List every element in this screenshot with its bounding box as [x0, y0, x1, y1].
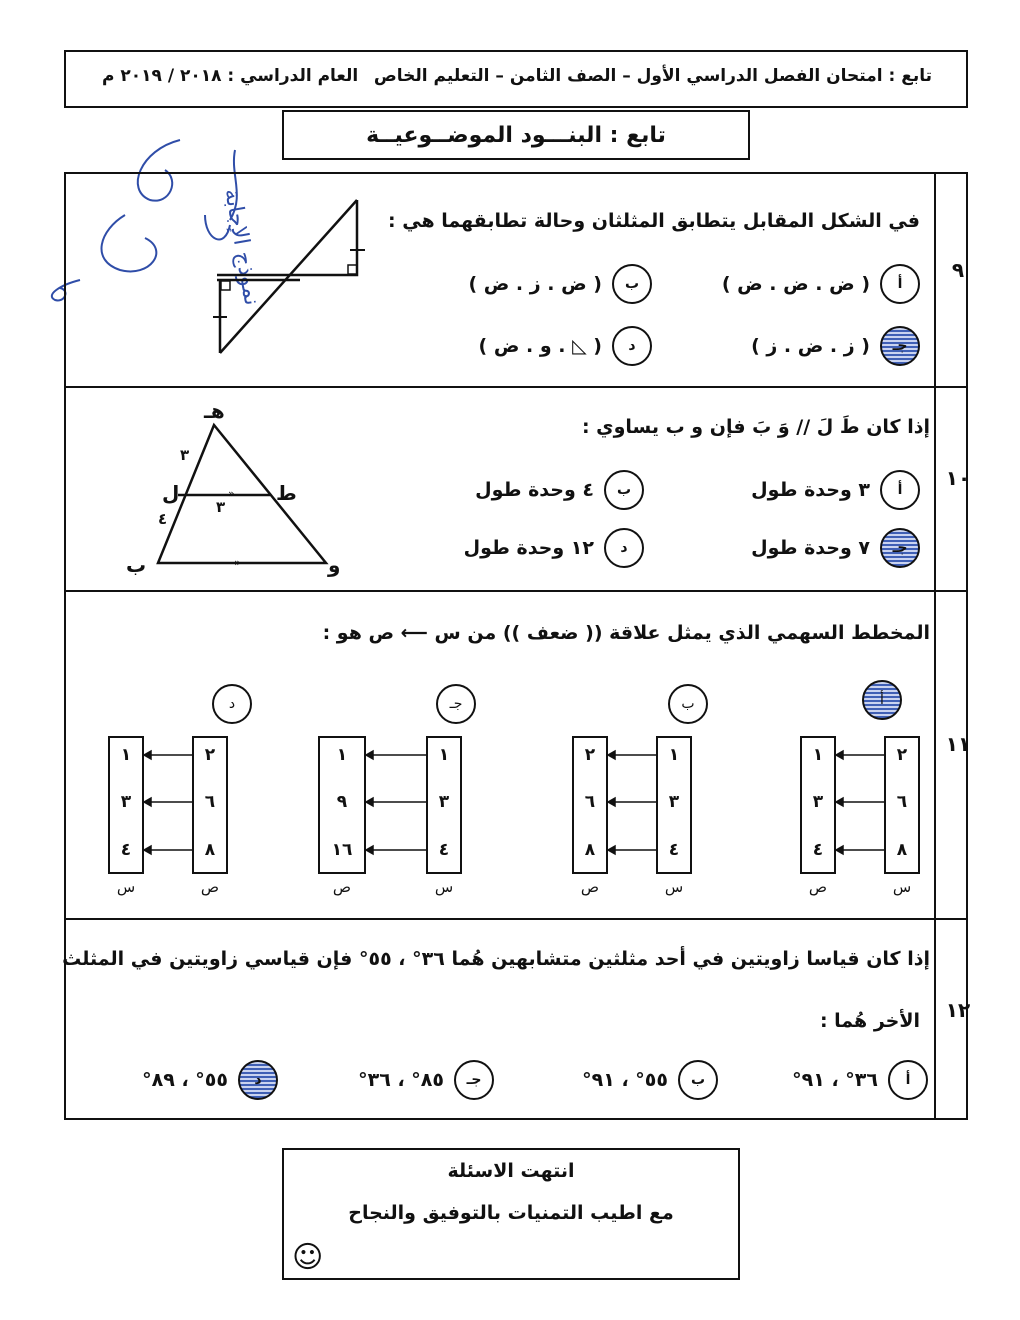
option-text: ٣ وحدة طول	[751, 479, 870, 501]
domain-value: ١	[438, 745, 450, 765]
option-text: ٧ وحدة طول	[751, 537, 870, 559]
range-value: ٤	[812, 840, 824, 860]
question-number-11: ١١	[945, 732, 971, 756]
option-letter: ب	[612, 264, 652, 304]
option-text: ١٢ وحدة طول	[463, 537, 594, 559]
option-letter-selected: جـ	[880, 528, 920, 568]
option-text: ٥٥° ، ٨٩°	[142, 1069, 228, 1091]
segment-lower-length: ٤	[158, 510, 168, 528]
range-value: ٤	[120, 840, 132, 860]
option-letter: أ	[880, 264, 920, 304]
option-text: ( ز . ض . ز )	[751, 335, 870, 357]
range-value: ٩	[336, 792, 348, 812]
option-letter: ب	[604, 470, 644, 510]
question-number-12: ١٢	[945, 998, 971, 1022]
range-label: س	[116, 878, 136, 896]
domain-value: ٣	[438, 792, 450, 812]
range-value: ٣	[120, 792, 132, 812]
q12-option-b[interactable]	[582, 1060, 718, 1100]
option-letter: جـ	[454, 1060, 494, 1100]
q10-option-d[interactable]	[464, 528, 644, 568]
option-letter-selected: جـ	[880, 326, 920, 366]
range-label: ص	[808, 878, 828, 896]
q10-figure	[120, 400, 350, 580]
option-letter: د	[604, 528, 644, 568]
q9-option-b[interactable]	[468, 264, 652, 304]
closing-box	[282, 1148, 740, 1280]
range-value: ٣	[812, 792, 824, 812]
option-letter-selected: أ	[862, 680, 902, 720]
option-letter: جـ	[436, 684, 476, 724]
section-title: تابع : البنـــود الموضــوعيــة	[282, 110, 750, 160]
closing-line-1: انتهت الاسئلة	[447, 1160, 575, 1182]
smiley-icon: ☺	[292, 1240, 324, 1275]
domain-value: ٣	[668, 792, 680, 812]
domain-label: س	[892, 878, 912, 896]
q10-option-b[interactable]	[475, 470, 644, 510]
q11-b-arrows	[606, 736, 658, 874]
q10-option-a[interactable]	[751, 470, 920, 510]
option-text: ( ◺ . و . ض )	[478, 335, 602, 357]
range-value: ٢	[584, 745, 596, 765]
range-value: ٨	[584, 840, 596, 860]
domain-value: ٤	[438, 840, 450, 860]
svg-text:»: »	[234, 556, 241, 569]
q11-c-arrows	[364, 736, 428, 874]
option-letter: د	[212, 684, 252, 724]
questions-table	[64, 172, 968, 1120]
range-value: ١٦	[331, 840, 353, 860]
q9-option-a[interactable]	[722, 264, 920, 304]
domain-value: ١	[668, 745, 680, 765]
svg-text:»: »	[228, 487, 235, 500]
domain-label: س	[434, 878, 454, 896]
exam-header	[64, 50, 968, 108]
option-text: ( ض . ز . ض )	[468, 273, 602, 295]
option-text: ( ض . ض . ض )	[721, 273, 870, 295]
q11-a-arrows	[834, 736, 886, 874]
option-text: ٣٦° ، ٩١°	[792, 1069, 878, 1091]
vertex-top: هـ	[204, 399, 225, 423]
vertex-bottom-right: و	[328, 553, 341, 577]
segment-upper-length: ٣	[180, 446, 190, 464]
option-text: ٥٥° ، ٩١°	[582, 1069, 668, 1091]
range-value: ١	[120, 745, 132, 765]
q12-option-a[interactable]	[792, 1060, 928, 1100]
domain-label: س	[664, 878, 684, 896]
option-letter: ب	[668, 684, 708, 724]
option-letter-selected: د	[238, 1060, 278, 1100]
domain-value: ٨	[204, 840, 216, 860]
q10-option-c[interactable]	[751, 528, 920, 568]
option-letter: أ	[880, 470, 920, 510]
q11-option-d-letter[interactable]	[212, 684, 252, 724]
q11-option-a-letter[interactable]	[862, 680, 902, 720]
option-letter: أ	[888, 1060, 928, 1100]
option-text: ٨٥° ، ٣٦°	[358, 1069, 444, 1091]
q12-option-c[interactable]	[358, 1060, 494, 1100]
domain-label: ص	[200, 878, 220, 896]
vertex-right-mid: ط	[276, 481, 297, 505]
domain-value: ٦	[896, 792, 908, 812]
range-value: ١	[812, 745, 824, 765]
range-label: ص	[580, 878, 600, 896]
question-11-stem: المخطط السهمي الذي يمثل علاقة (( ضعف )) من س ⟵ ص هو :	[322, 622, 930, 644]
domain-value: ٦	[204, 792, 216, 812]
mid-segment-length: ٣	[216, 498, 226, 516]
q9-option-d[interactable]	[479, 326, 652, 366]
question-number-9: ٩	[951, 258, 965, 282]
option-text: ٤ وحدة طول	[475, 479, 594, 501]
domain-value: ٤	[668, 840, 680, 860]
range-value: ١	[336, 745, 348, 765]
handwriting-text: نموذج الإجابة	[219, 186, 265, 308]
vertex-bottom-left: ب	[126, 553, 147, 577]
q11-d-arrows	[142, 736, 194, 874]
domain-value: ٨	[896, 840, 908, 860]
closing-line-2: مع اطيب التمنيات بالتوفيق والنجاح	[348, 1202, 674, 1224]
option-letter: ب	[678, 1060, 718, 1100]
range-label: ص	[332, 878, 352, 896]
question-10-stem: إذا كان طَ لَ // وَ بَ فإن و ب يساوي :	[581, 416, 930, 438]
q12-option-d[interactable]	[142, 1060, 278, 1100]
exam-header-title: تابع : امتحان الفصل الدراسي الأول – الصف الثامن – التعليم الخاص	[373, 66, 932, 86]
question-number-10: ١٠	[945, 466, 971, 490]
option-letter: د	[612, 326, 652, 366]
domain-value: ٢	[896, 745, 908, 765]
academic-year: العام الدراسي : ٢٠١٨ / ٢٠١٩ م	[102, 66, 359, 86]
question-12-stem-line2: الأخر هُما :	[819, 1010, 920, 1032]
range-value: ٦	[584, 792, 596, 812]
domain-value: ٢	[204, 745, 216, 765]
question-9-stem: في الشكل المقابل يتطابق المثلثان وحالة تطابقهما هي :	[388, 210, 920, 232]
q9-figure	[205, 195, 375, 365]
question-12-stem-line1: إذا كان قياسا زاويتين في أحد مثلثين متشابهين هُما ٣٦° ، ٥٥° فإن قياسي زاويتين في المثلث	[62, 948, 930, 970]
vertex-left-mid: ل	[162, 481, 180, 505]
q11-option-c-letter[interactable]	[436, 684, 476, 724]
q9-option-c[interactable]	[751, 326, 920, 366]
q11-option-b-letter[interactable]	[668, 684, 708, 724]
